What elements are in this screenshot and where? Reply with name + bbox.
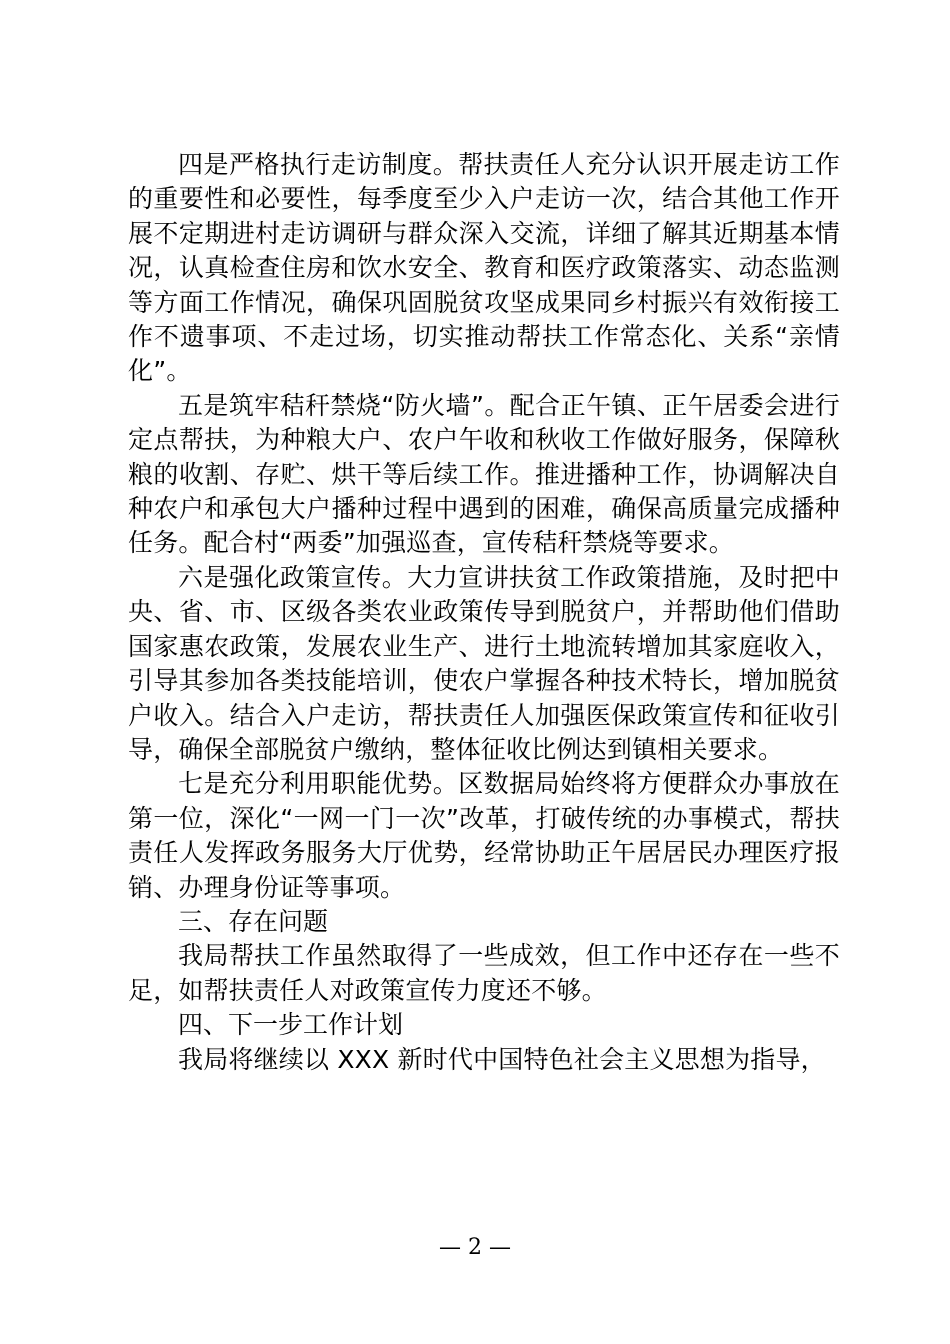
paragraph-functional-advantage: 七是充分利用职能优势。区数据局始终将方便群众办事放在第一位，深化“一网一门一次”改革，打破传统的办事模式，帮扶责任人发挥政务服务大厅优势，经常协助正午居居民办理医疗报销、办理身份证等事项。 [128,769,840,902]
page-number: — 2 — [439,1235,511,1260]
paragraph-visit-system: 四是严格执行走访制度。帮扶责任人充分认识开展走访工作的重要性和必要性，每季度至少入户走访一次，结合其他工作开展不定期进村走访调研与群众深入交流，详细了解其近期基本情况，认真检查住房和饮水安全、教育和医疗政策落实、动态监测等方面工作情况，确保巩固脱贫攻坚成果同乡村振兴有效衔接工作不遗事项、不走过场，切实推动帮扶工作常态化、关系“亲情化”。 [128,150,840,386]
section-heading-problems: 三、存在问题 [178,906,329,936]
paragraph-next-steps: 我局将继续以 XXX 新时代中国特色社会主义思想为指导， [178,1044,826,1074]
section-heading-next-steps: 四、下一步工作计划 [178,1010,404,1040]
paragraph-problems: 我局帮扶工作虽然取得了一些成效，但工作中还存在一些不足，如帮扶责任人对政策宣传力度还不够。 [128,941,840,1005]
document-body [128,148,840,1077]
paragraph-policy-publicity: 六是强化政策宣传。大力宣讲扶贫工作政策措施，及时把中央、省、市、区级各类农业政策传导到脱贫户，并帮助他们借助国家惠农政策，发展农业生产、进行土地流转增加其家庭收入，引导其参加各类技能培训，使农户掌握各种技术特长，增加脱贫户收入。结合入户走访，帮扶责任人加强医保政策宣传和征收引导，确保全部脱贫户缴纳，整体征收比例达到镇相关要求。 [128,562,840,764]
paragraph-straw-burning-ban: 五是筑牢秸秆禁烧“防火墙”。配合正午镇、正午居委会进行定点帮扶，为种粮大户、农户午收和秋收工作做好服务，保障秋粮的收割、存贮、烘干等后续工作。推进播种工作，协调解决自种农户和承包大户播种过程中遇到的困难，确保高质量完成播种任务。配合村“两委”加强巡查，宣传秸秆禁烧等要求。 [128,390,840,558]
